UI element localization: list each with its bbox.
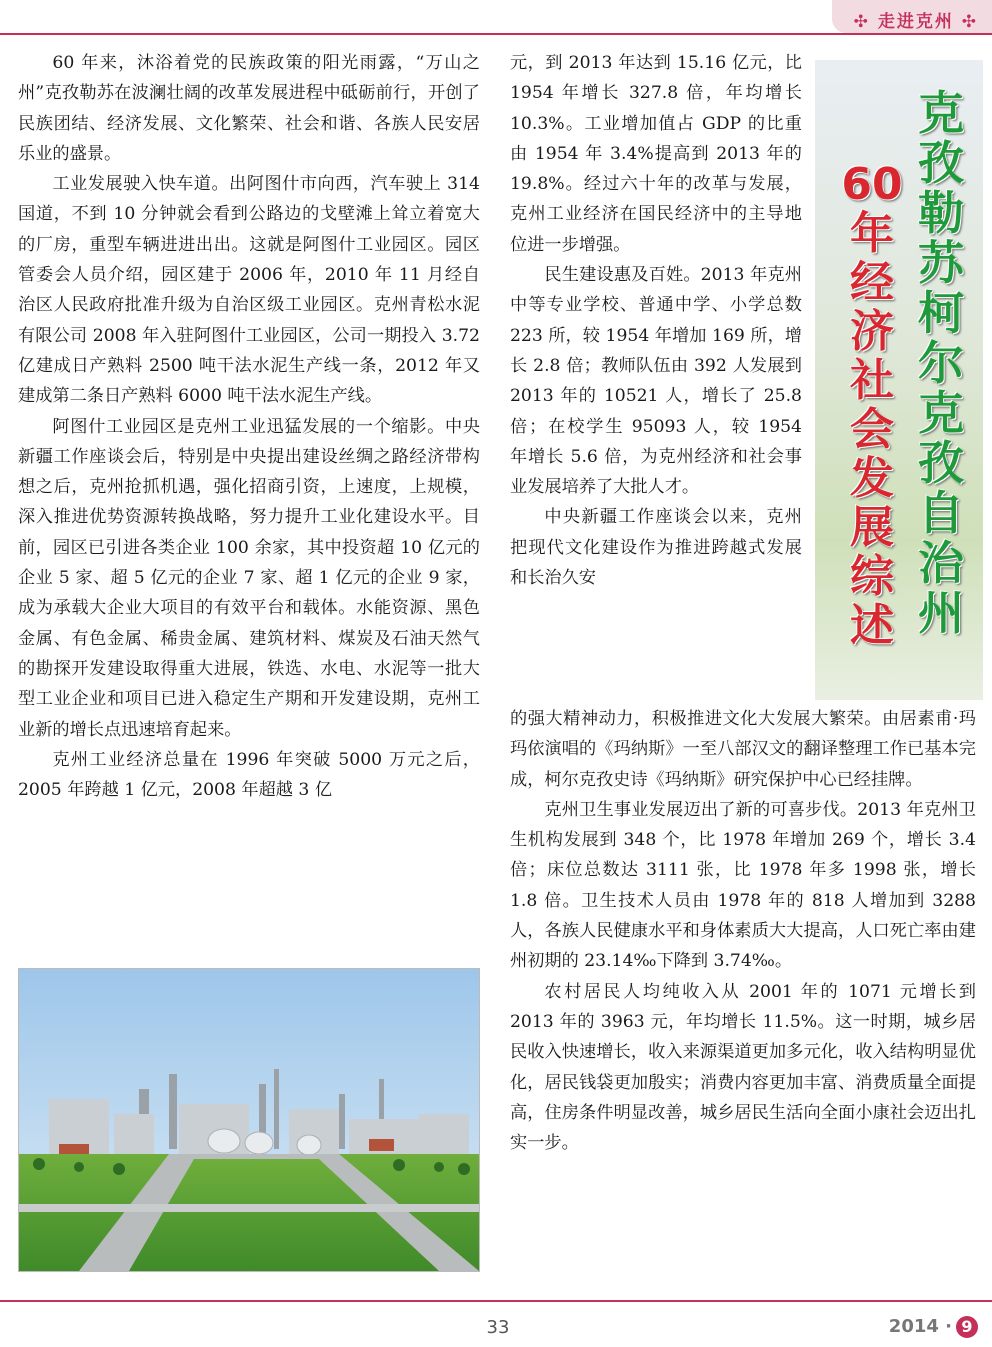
article-title: 克孜勒苏柯尔克孜自治州 <box>918 86 964 640</box>
section-tab <box>832 0 992 33</box>
header-rule <box>0 33 992 35</box>
industrial-park-illustration <box>19 969 479 1271</box>
industrial-park-photo <box>18 968 480 1272</box>
paragraph: 民生建设惠及百姓。2013 年克州中等专业学校、普通中学、小学总数 223 所，较 1954 年增加 169 所，增长 2.8 倍；教师队伍由 392 人发展到 2013 年的 10521 人，增长了 25.8 倍；在校学生 95093 人，较 1954 年增长 5.6 倍，为克州经济和社会事业发展培养了大批人才。 <box>510 265 802 498</box>
issue-number: 9 <box>956 1316 978 1338</box>
paragraph: 的强大精神动力，积极推进文化大发展大繁荣。由居素甫·玛玛依演唱的《玛纳斯》一至八部汉文的翻译整理工作已基本完成，柯尔克孜史诗《玛纳斯》研究保护中心已经挂牌。 <box>510 709 976 790</box>
right-column-narrow <box>510 48 802 593</box>
left-column <box>18 48 480 805</box>
section-label: ✣ 走进克州 ✣ <box>853 12 978 32</box>
paragraph: 60 年来，沐浴着党的民族政策的阳光雨露，“万山之州”克孜勒苏在波澜壮阔的改革发展进程中砥砺前行，开创了民族团结、经济发展、文化繁荣、社会和谐、各族人民安居乐业的盛景。 <box>18 53 480 164</box>
issue-year: 2014 · <box>888 1316 952 1337</box>
paragraph: 元，到 2013 年达到 15.16 亿元，比 1954 年增长 327.8 倍，年均增长 10.3%。工业增加值占 GDP 的比重由 1954 年 3.4%提高到 2013 年的 19.8%。经过六十年的改革与发展，克州工业经济在国民经济中的主导地位进一步增强。 <box>510 53 802 255</box>
footer-rule <box>0 1300 992 1302</box>
header-bar <box>0 0 992 38</box>
issue-label <box>889 1316 978 1338</box>
paragraph: 农村居民人均纯收入从 2001 年的 1071 元增长到 2013 年的 3963 元，年均增长 11.5%。这一时期，城乡居民收入快速增长，收入来源渠道更加多元化，收入结构明显优化，居民钱袋更加殷实；消费内容更加丰富、消费质量全面提高，住房条件明显改善，城乡居民生活向全面小康社会迈出扎实一步。 <box>510 981 976 1154</box>
paragraph: 克州工业经济总量在 1996 年突破 5000 万元之后，2005 年跨越 1 亿元，2008 年超越 3 亿 <box>18 749 480 801</box>
paragraph: 阿图什工业园区是克州工业迅猛发展的一个缩影。中央新疆工作座谈会后，特别是中央提出建设丝绸之路经济带构想之后，克州抢抓机遇，强化招商引资，上速度，上规模，深入推进优势资源转换战略，努力提升工业化建设水平。目前，园区已引进各类企业 100 余家，其中投资超 10 亿元的企业 5 家、超 5 亿元的企业 7 家、超 1 亿元的企业 9 家，成为承载大企业大项目的有效平台和载体。水能资源、黑色金属、有色金属、稀贵金属、建筑材料、煤炭及石油天然气的勘探开发建设取得重大进展，铁选、水电、水泥等一批大型工业企业和项目已进入稳定生产期和开发建设期，克州工业新的增长点迅速培育起来。 <box>18 416 480 740</box>
paragraph: 中央新疆工作座谈会以来，克州把现代文化建设作为推进跨越式发展和长治久安 <box>510 507 802 589</box>
article-subtitle: 60年经济社会发展综述 <box>841 159 903 651</box>
right-column-wide <box>510 704 976 1158</box>
paragraph: 工业发展驶入快车道。出阿图什市向西，汽车驶上 314 国道，不到 10 分钟就会看到公路边的戈壁滩上耸立着宽大的厂房，重型车辆进进出出。这就是阿图什工业园区。园区管委会人员介绍，园区建于 2006 年，2010 年 11 月经自治区人民政府批准升级为自治区级工业园区。克州青松水泥有限公司 2008 年入驻阿图什工业园区，公司一期投入 3.72 亿建成日产熟料 2500 吨干法水泥生产线一条，2012 年又建成第二条日产熟料 6000 吨干法水泥生产线。 <box>18 174 480 407</box>
paragraph: 克州卫生事业发展迈出了新的可喜步伐。2013 年克州卫生机构发展到 348 个，比 1978 年增加 269 个，增长 3.4 倍；床位总数达 3111 张，比 1978 年多 1998 张，增长 1.8 倍。卫生技术人员由 1978 年的 818 人增加到 3288 人，各族人民健康水平和身体素质大大提高，人口死亡率由建州初期的 23.14‰下降到 3.74‰。 <box>510 799 976 972</box>
page-number: 33 <box>486 1317 510 1338</box>
